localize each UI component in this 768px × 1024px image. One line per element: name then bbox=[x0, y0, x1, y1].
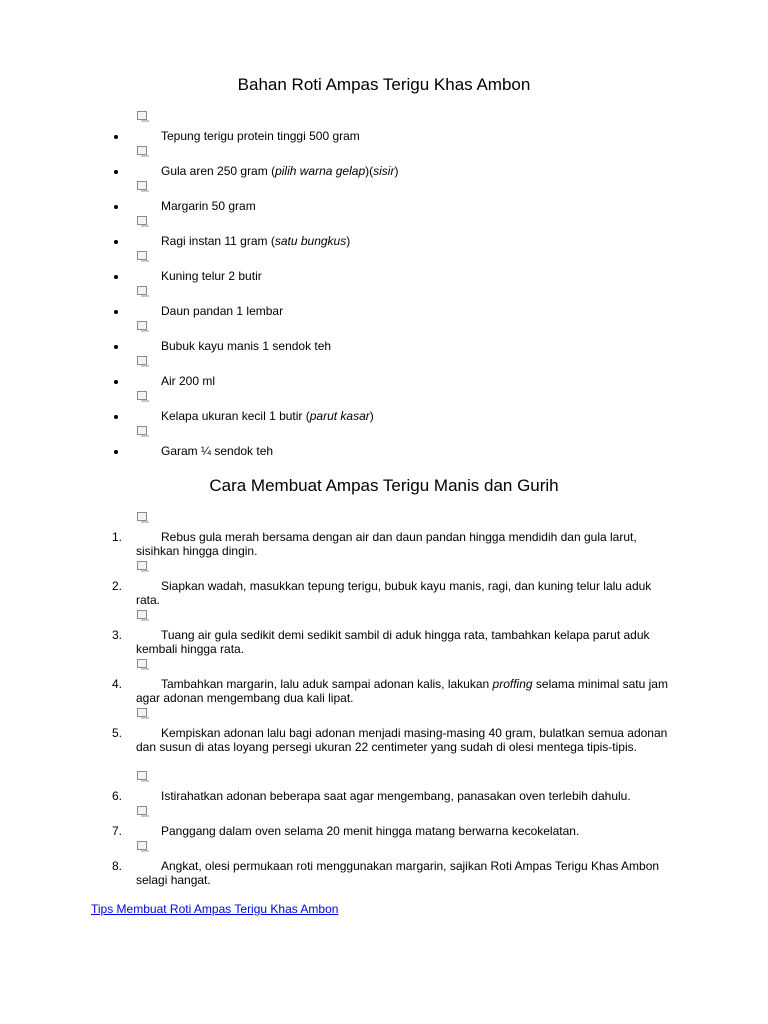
method-heading: Cara Membuat Ampas Terigu Manis dan Gurih bbox=[209, 476, 559, 495]
step-text: Panggang dalam oven selama 20 menit hingga matang berwarna kecokelatan. bbox=[161, 824, 580, 838]
bullet-icon bbox=[114, 310, 118, 314]
list-item bbox=[0, 199, 768, 219]
checkbox-icon bbox=[137, 111, 147, 120]
bullet-icon bbox=[114, 170, 118, 174]
ingredient-text: Garam ¼ sendok teh bbox=[161, 444, 274, 458]
bullet-icon bbox=[114, 380, 118, 384]
step-number: 4. bbox=[112, 677, 123, 691]
ingredient-text: Kelapa ukuran kecil 1 butir (parut kasar) bbox=[161, 409, 374, 423]
checkbox-icon bbox=[137, 708, 147, 717]
ingredient-text: Bubuk kayu manis 1 sendok teh bbox=[161, 339, 332, 353]
bullet-icon bbox=[114, 135, 118, 139]
list-item bbox=[0, 304, 768, 324]
bullet-icon bbox=[114, 205, 118, 209]
bullet-icon bbox=[114, 415, 118, 419]
bullet-icon bbox=[114, 450, 118, 454]
bullet-icon bbox=[114, 345, 118, 349]
checkbox-icon bbox=[137, 841, 147, 850]
ingredient-text: Kuning telur 2 butir bbox=[161, 269, 262, 283]
list-item bbox=[0, 234, 768, 254]
checkbox-icon bbox=[137, 512, 147, 521]
ingredient-text: Margarin 50 gram bbox=[161, 199, 256, 213]
list-item bbox=[0, 269, 768, 289]
checkbox-icon bbox=[137, 610, 147, 619]
step-text: Tambahkan margarin, lalu aduk sampai adonan kalis, lakukan proffing selama minimal satu jam agar adonan mengembang dua kali lipat. bbox=[136, 677, 668, 705]
step-text: Rebus gula merah bersama dengan air dan daun pandan hingga mendidih dan gula larut, sisihkan hingga dingin. bbox=[136, 530, 637, 558]
list-item bbox=[0, 409, 768, 429]
step-text: Istirahatkan adonan beberapa saat agar mengembang, panasakan oven terlebih dahulu. bbox=[161, 789, 631, 803]
list-item bbox=[0, 444, 768, 464]
checkbox-icon bbox=[137, 659, 147, 668]
checkbox-icon bbox=[137, 806, 147, 815]
checkbox-icon bbox=[137, 771, 147, 780]
ingredient-text: Gula aren 250 gram (pilih warna gelap)(sisir) bbox=[161, 164, 399, 178]
bullet-icon bbox=[114, 275, 118, 279]
step-number: 1. bbox=[112, 530, 123, 544]
step-text: Kempiskan adonan lalu bagi adonan menjadi masing-masing 40 gram, bulatkan semua adonan dan susun di atas loyang persegi ukuran 22 centimeter yang sudah di olesi mentega tipis-tipis. bbox=[136, 726, 668, 754]
list-item bbox=[0, 339, 768, 359]
bullet-icon bbox=[114, 240, 118, 244]
step-number: 3. bbox=[112, 628, 123, 642]
ingredients-heading: Bahan Roti Ampas Terigu Khas Ambon bbox=[237, 75, 531, 94]
step-number: 5. bbox=[112, 726, 123, 740]
list-item bbox=[0, 374, 768, 394]
step-number: 2. bbox=[112, 579, 123, 593]
list-item bbox=[0, 164, 768, 184]
step-number: 7. bbox=[112, 824, 123, 838]
step-number: 8. bbox=[112, 859, 123, 873]
ingredient-text: Tepung terigu protein tinggi 500 gram bbox=[161, 129, 360, 143]
ingredient-text: Air 200 ml bbox=[161, 374, 216, 388]
checkbox-icon bbox=[137, 561, 147, 570]
ingredient-text: Ragi instan 11 gram (satu bungkus) bbox=[161, 234, 351, 248]
step-text: Siapkan wadah, masukkan tepung terigu, bubuk kayu manis, ragi, dan kuning telur lalu aduk rata. bbox=[136, 579, 652, 607]
tips-link[interactable]: Tips Membuat Roti Ampas Terigu Khas Ambon bbox=[91, 902, 339, 916]
list-item bbox=[0, 129, 768, 149]
step-text: Tuang air gula sedikit demi sedikit sambil di aduk hingga rata, tambahkan kelapa parut aduk kembali hingga rata. bbox=[136, 628, 650, 656]
step-text: Angkat, olesi permukaan roti menggunakan margarin, sajikan Roti Ampas Terigu Khas Ambon selagi hangat. bbox=[136, 859, 660, 887]
ingredient-text: Daun pandan 1 lembar bbox=[161, 304, 284, 318]
step-number: 6. bbox=[112, 789, 123, 803]
